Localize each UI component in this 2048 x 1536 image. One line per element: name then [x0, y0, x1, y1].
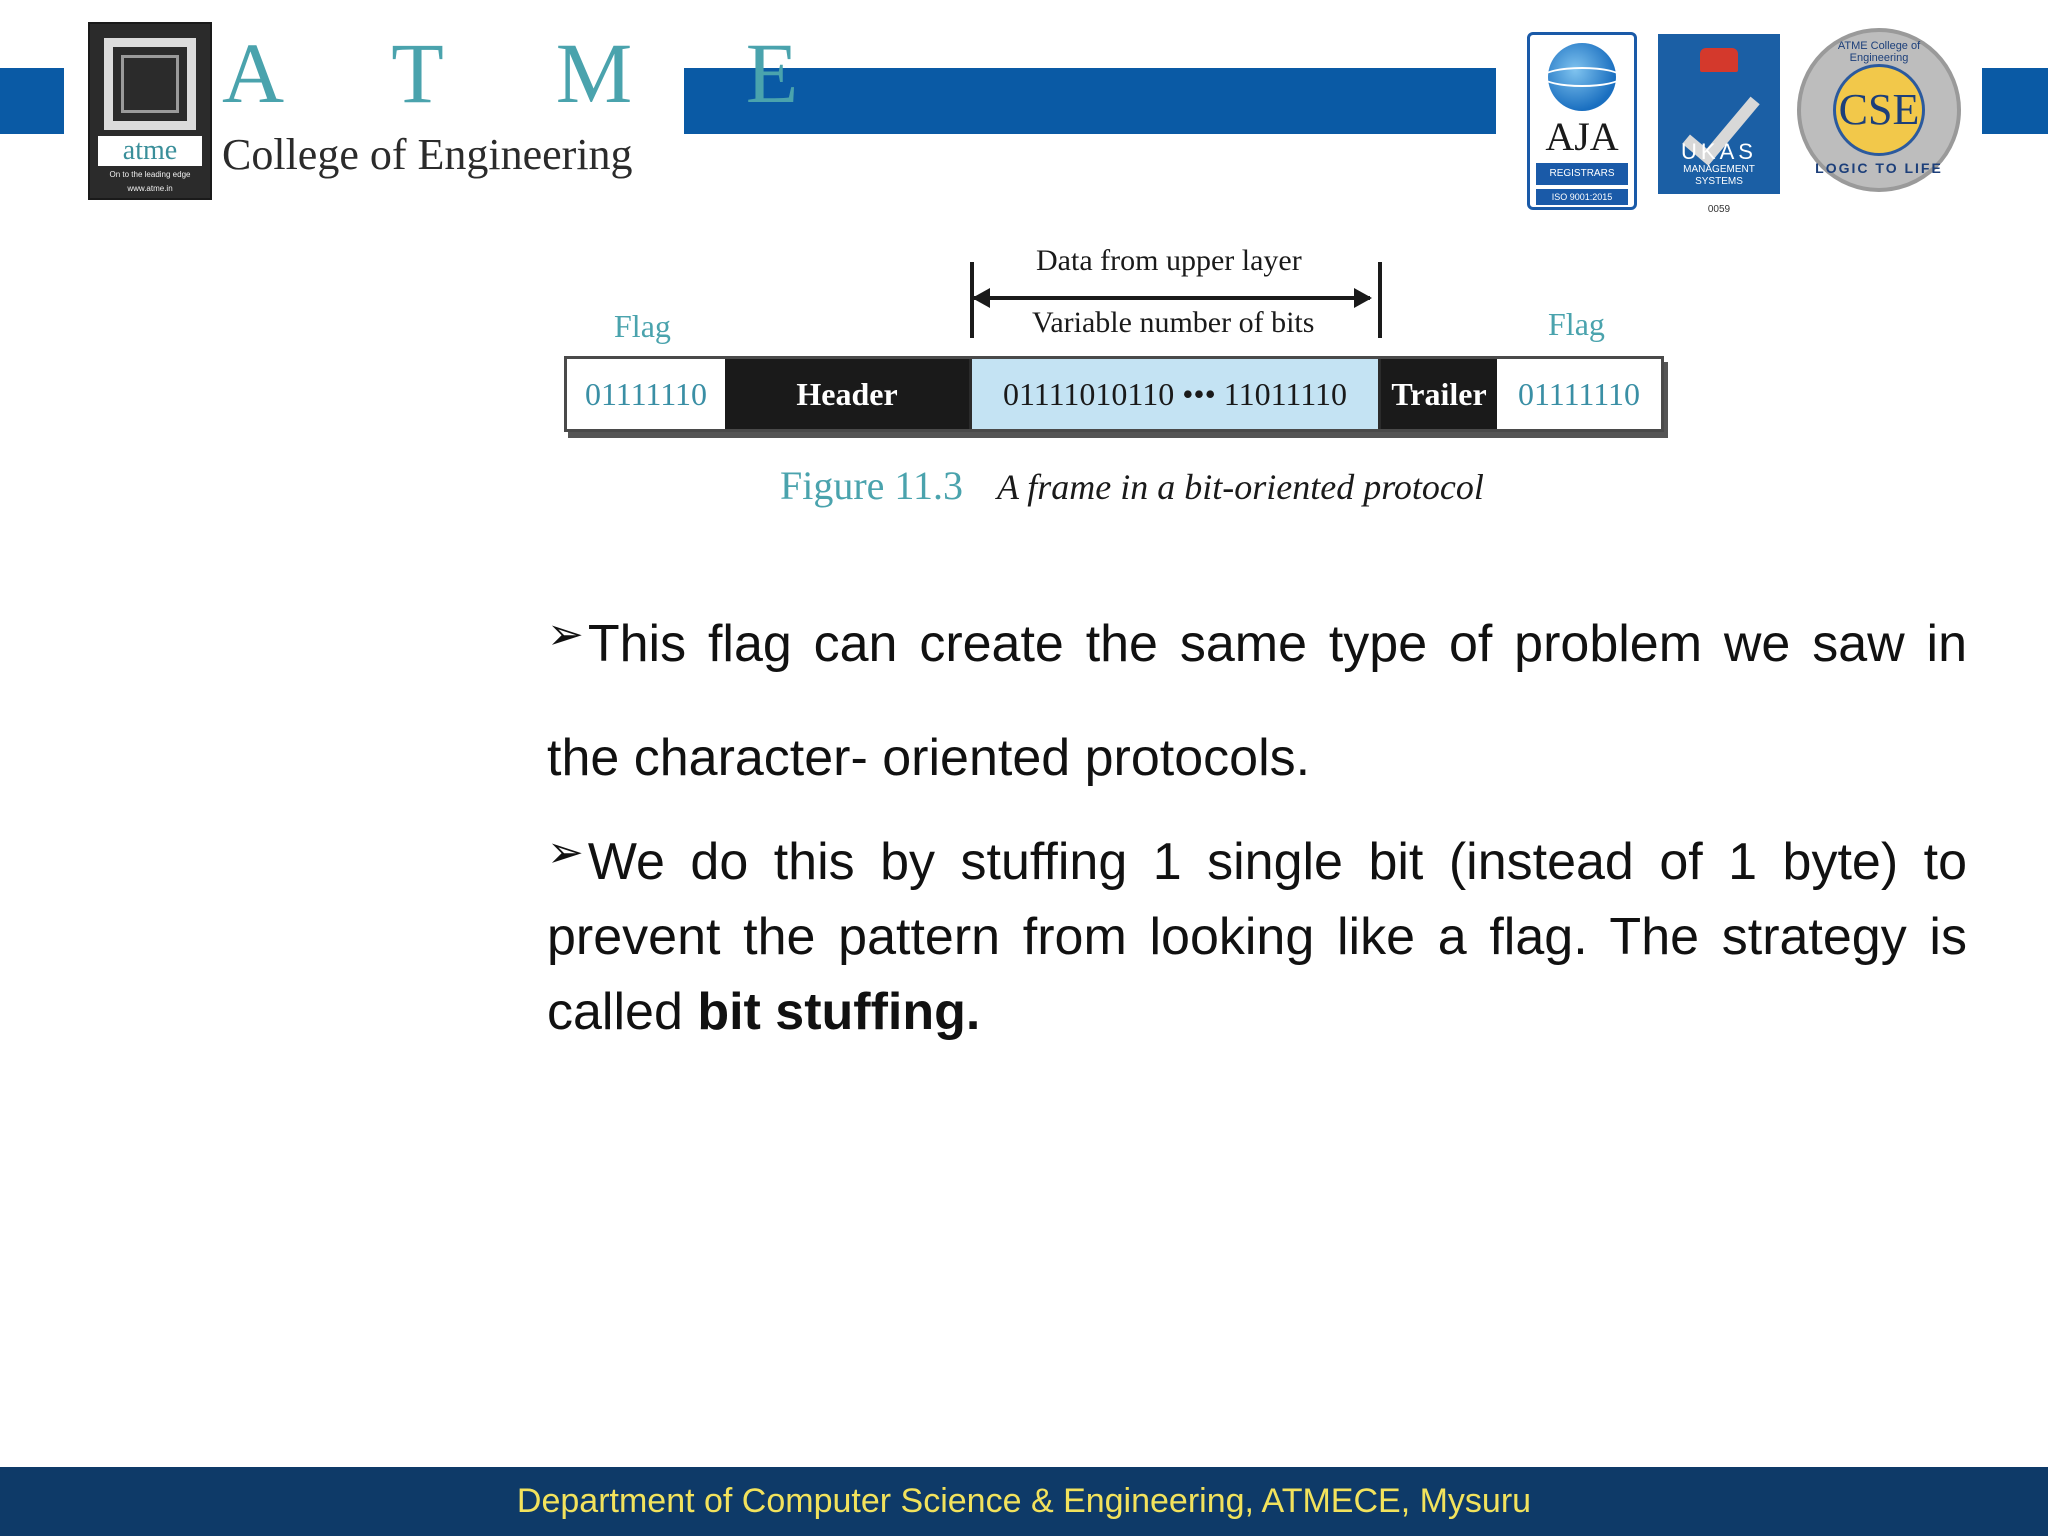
frame-flag-left: 01111110: [567, 359, 725, 429]
slide-body: [547, 578, 1967, 1050]
bullet-item-1: [547, 578, 1967, 815]
bullet-2-text: We do this by stuffing 1 single bit (instead of 1 byte) to prevent the pattern from looking like a flag. The strategy is called: [547, 833, 1967, 1041]
ukas-badge-name: UKAS: [1681, 139, 1757, 164]
frame-row: [564, 356, 1664, 432]
globe-icon: [1548, 43, 1616, 111]
atme-logo: [88, 22, 212, 200]
figure-caption: [780, 462, 1484, 509]
frame-trailer: Trailer: [1381, 359, 1497, 429]
frame-flag-right: 01111110: [1497, 359, 1661, 429]
bullet-arrow-icon: ➢: [547, 828, 584, 877]
ukas-badge: [1658, 34, 1780, 194]
arrow-right-icon: [1354, 288, 1372, 308]
cse-badge-ring-top: ATME College of Engineering: [1837, 40, 1921, 64]
logo-wordmark: atme: [98, 136, 202, 166]
logo-frame-icon: [104, 38, 196, 130]
bullet-2-bold-term: bit stuffing.: [697, 983, 981, 1041]
college-title: A T M E: [222, 25, 845, 121]
header-band-left: [0, 68, 64, 134]
data-bracket-right: [1378, 262, 1382, 338]
aja-badge-registrars: REGISTRARS: [1536, 163, 1628, 185]
bit-oriented-frame-figure: [560, 240, 1670, 520]
variable-bits-label: Variable number of bits: [1032, 306, 1315, 339]
bullet-arrow-icon: ➢: [547, 610, 584, 659]
frame-data: 01111010110 ••• 11011110: [969, 359, 1381, 429]
aja-badge-name: AJA: [1545, 114, 1619, 159]
arrow-left-icon: [972, 288, 990, 308]
header-band-right: [1982, 68, 2048, 134]
bullet-1-text: This flag can create the same type of problem we saw in the character- oriented protocols.: [547, 615, 1967, 787]
cse-badge-ring-bottom: LOGIC TO LIFE: [1815, 160, 1943, 176]
upper-layer-label: Data from upper layer: [1036, 244, 1302, 277]
figure-caption-number: Figure 11.3: [780, 463, 963, 508]
aja-badge-iso: ISO 9001:2015: [1536, 189, 1628, 205]
data-span-arrow: [972, 296, 1370, 300]
crown-icon: [1700, 48, 1738, 72]
cse-badge: [1797, 28, 1961, 192]
footer-bar: [0, 1467, 2048, 1536]
aja-badge: [1527, 32, 1637, 210]
flag-right-label: Flag: [1548, 306, 1605, 342]
bullet-item-2: [547, 815, 1967, 1050]
footer-text: Department of Computer Science & Engineering, ATMECE, Mysuru: [516, 1482, 1532, 1520]
logo-tagline: On to the leading edge: [109, 170, 191, 179]
college-subtitle: College of Engineering: [222, 130, 633, 179]
frame-header: Header: [725, 359, 969, 429]
cse-badge-name: CSE: [1833, 64, 1925, 156]
flag-left-label: Flag: [614, 308, 671, 344]
figure-caption-text: A frame in a bit-oriented protocol: [996, 467, 1484, 507]
logo-url: www.atme.in: [127, 184, 173, 193]
ukas-badge-systems: MANAGEMENT SYSTEMS: [1683, 164, 1755, 187]
ukas-badge-number: 0059: [1707, 204, 1731, 215]
